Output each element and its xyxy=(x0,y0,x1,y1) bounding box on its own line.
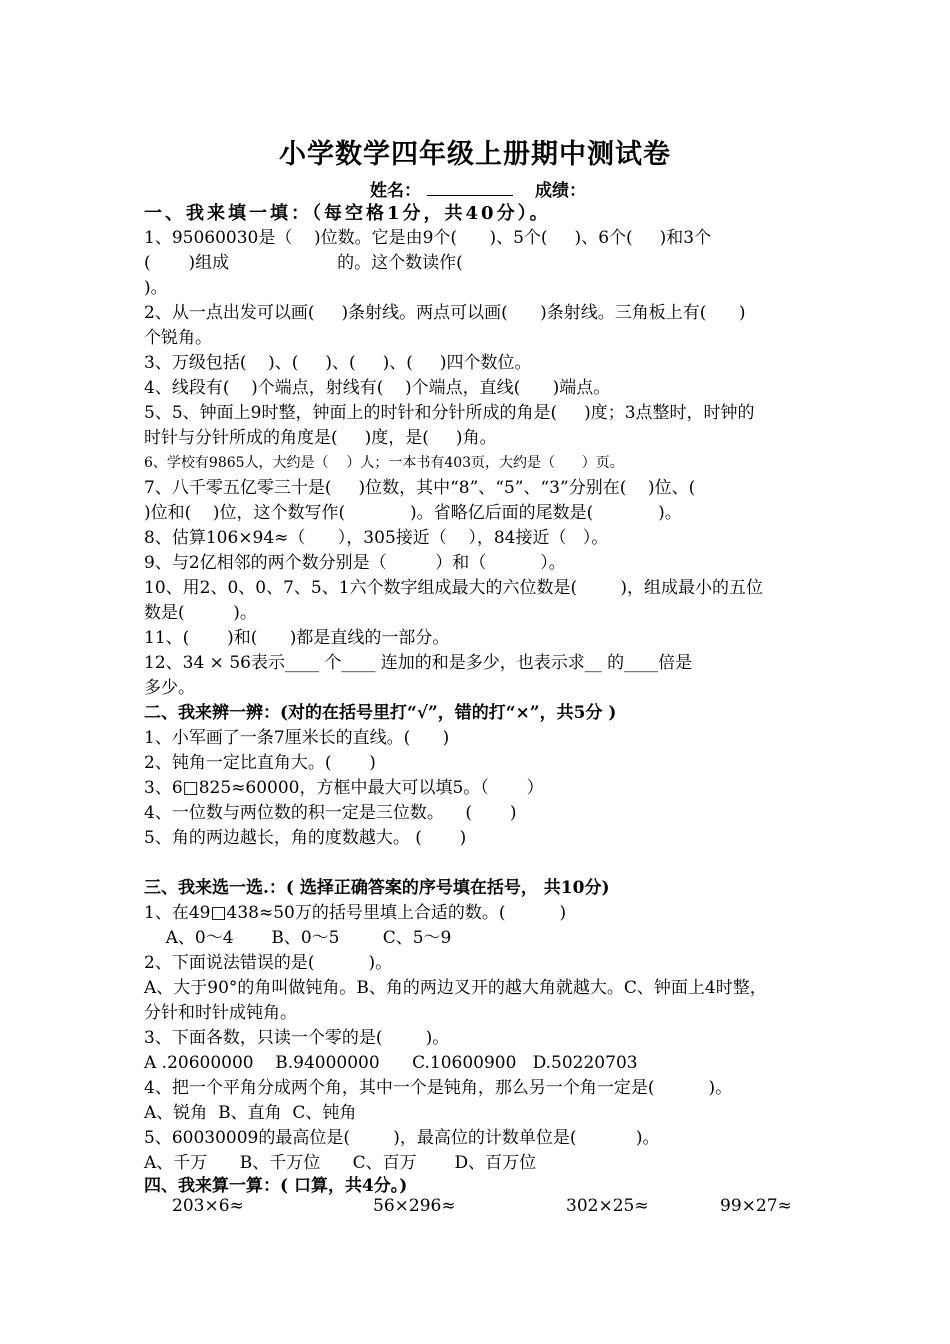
question-line: 4、把一个平角分成两个角，其中一个是钝角，那么另一个角一定是( )。 xyxy=(144,1078,733,1098)
question-line: 1、在49□438≈50万的括号里填上合适的数。( ) xyxy=(144,903,567,923)
question-line: 1、小军画了一条7厘米长的直线。( ) xyxy=(144,728,450,748)
section-3-heading: 三、我来选一选.：( 选择正确答案的序号填在括号， 共10分) xyxy=(144,878,610,898)
section-1-heading: 一、我来填一填：（每空格1分，共40分）。 xyxy=(144,203,551,224)
question-line: 9、与2亿相邻的两个数分别是（ ）和（ ）。 xyxy=(144,553,566,573)
option-line: A、锐角 B、直角 C、钝角 xyxy=(144,1103,357,1123)
option-line: A、大于90°的角叫做钝角。B、角的两边叉开的越大角就越大。C、钟面上4时整， xyxy=(144,978,767,998)
question-line: 4、一位数与两位数的积一定是三位数。 ( ) xyxy=(144,803,517,823)
question-line: 3、6□825≈60000，方框中最大可以填5。（ ） xyxy=(144,778,544,798)
section-2-heading: 二、我来辨一辨：(对的在括号里打“√”，错的打“×”，共5分 ) xyxy=(144,703,617,723)
question-line: 5、5、钟面上9时整，钟面上的时针和分针所成的角是( )度；3点整时，时钟的 xyxy=(144,403,755,423)
question-line: 7、八千零五亿零三十是( )位数，其中“8”、“5”、“3”分别在( )位、( xyxy=(144,478,696,498)
question-line: 8、估算106×94≈（ ），305接近（ ），84接近（ ）。 xyxy=(144,528,609,548)
question-line: 2、钝角一定比直角大。( ) xyxy=(144,753,376,773)
question-line: 3、下面各数，只读一个零的是( )。 xyxy=(144,1028,450,1048)
score-label: 成绩： xyxy=(535,181,586,201)
name-blank[interactable] xyxy=(427,181,513,196)
question-line: 1、95060030是（ )位数。它是由9个( )、5个( )、6个( )和3个 xyxy=(144,228,712,248)
question-line: 12、34 × 56表示____ 个____ 连加的和是多少，也表示求__ 的____倍是 xyxy=(144,653,693,673)
question-line: 6、学校有9865人，大约是（ ）人；一本书有403页，大约是（ ）页。 xyxy=(144,455,624,471)
option-line: A、千万 B、千万位 C、百万 D、百万位 xyxy=(144,1153,537,1173)
question-line: 多少。 xyxy=(144,678,195,698)
question-line: 数是( )。 xyxy=(144,603,257,623)
question-line: ( )组成 的。这个数读作( xyxy=(144,253,463,273)
calc-item: 56×296≈ xyxy=(373,1196,456,1216)
question-line: 2、下面说法错误的是( )。 xyxy=(144,953,393,973)
question-line: 5、角的两边越长，角的度数越大。 ( ) xyxy=(144,828,467,848)
section-4-heading: 四、我来算一算：( 口算，共4分。) xyxy=(144,1176,408,1196)
student-info xyxy=(370,176,586,201)
question-line: 3、万级包括( )、( )、( )、( )四个数位。 xyxy=(144,353,532,373)
question-line: )位和( )位，这个数写作( )。省略亿后面的尾数是( )。 xyxy=(144,503,682,523)
option-line: A、0～4 B、0～5 C、5～9 xyxy=(144,928,452,948)
name-label: 姓名： xyxy=(370,181,421,201)
option-line: A .20600000 B.94000000 C.10600900 D.50220703 xyxy=(144,1053,638,1073)
page-title: 小学数学四年级上册期中测试卷 xyxy=(279,139,671,170)
calc-item: 99×27≈ xyxy=(720,1196,792,1216)
question-line: 2、从一点出发可以画( )条射线。两点可以画( )条射线。三角板上有( ) xyxy=(144,303,746,323)
question-line: 个锐角。 xyxy=(144,328,212,348)
question-line: 10、用2、0、0、7、5、1六个数字组成最大的六位数是( )，组成最小的五位 xyxy=(144,578,764,598)
question-line: 4、线段有( )个端点，射线有( )个端点，直线( )端点。 xyxy=(144,378,611,398)
question-line: 5、60030009的最高位是( )，最高位的计数单位是( )。 xyxy=(144,1128,660,1148)
question-line: 时针与分针所成的角度是( )度，是( )角。 xyxy=(144,428,497,448)
option-line: 分针和时针成钝角。 xyxy=(144,1003,297,1023)
question-line: )。 xyxy=(144,278,168,298)
question-line: 11、( )和( )都是直线的一部分。 xyxy=(144,628,450,648)
calc-item: 203×6≈ xyxy=(172,1196,244,1216)
calc-item: 302×25≈ xyxy=(566,1196,649,1216)
